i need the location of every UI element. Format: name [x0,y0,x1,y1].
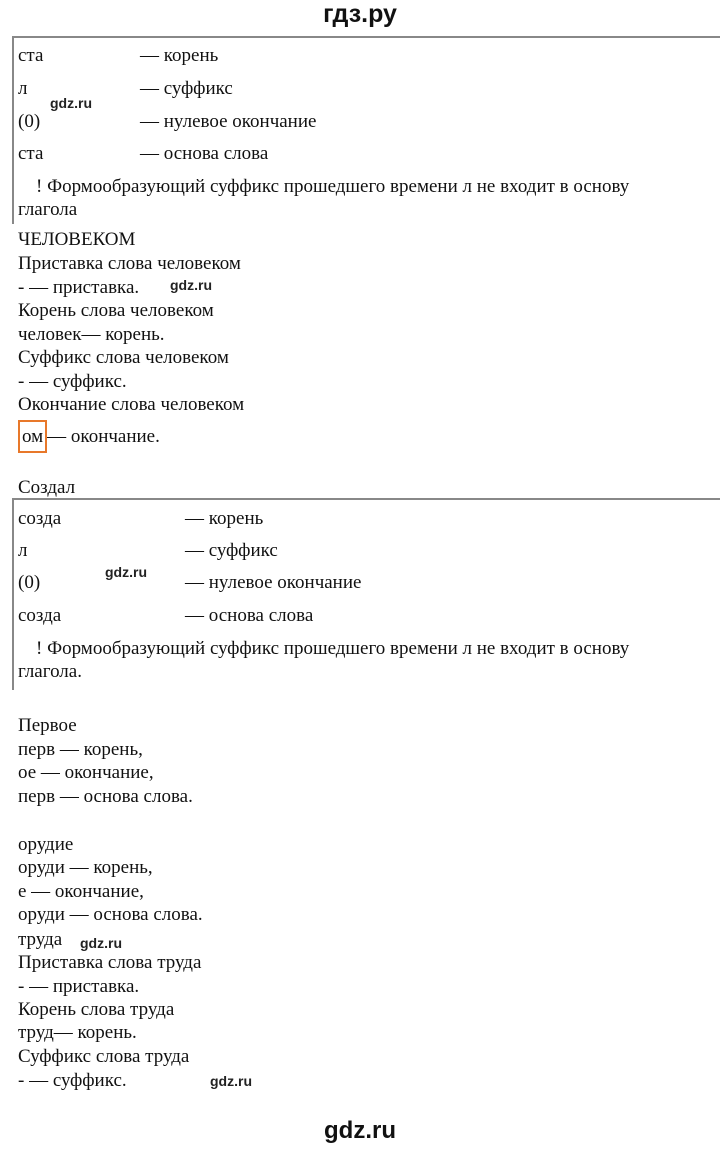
watermark: gdz.ru [80,935,122,951]
watermark: gdz.ru [50,95,92,111]
text-line: труда [18,929,63,950]
morpheme-part: (0) [18,111,41,132]
ending-label: — окончание. [47,426,160,447]
text-line: - — суффикс. [18,371,127,392]
note: ! Формообразующий суффикс прошедшего времени л не входит в основу [36,638,630,659]
site-footer: gdz.ru [324,1117,396,1144]
ending-line [22,426,160,448]
text-line: - — приставка. [18,976,140,997]
watermark: gdz.ru [210,1073,252,1089]
note: глагола [18,199,78,220]
morpheme-part: ста [18,143,44,164]
text-line: Суффикс слова человеком [18,347,229,368]
morpheme-role: — корень [140,45,219,66]
text-line: Корень слова труда [18,999,175,1020]
text-line: Окончание слова человеком [18,394,245,415]
text-line: е — окончание, [18,881,144,902]
morpheme-part: созда [18,605,62,626]
watermark: gdz.ru [170,277,212,293]
text-line: - — приставка. [18,277,140,298]
word-title: Создал [18,477,76,498]
text-line: труд— корень. [18,1022,137,1043]
site-header: гдз.ру [323,0,397,28]
morpheme-role: — нулевое окончание [140,111,317,132]
note: глагола. [18,661,82,682]
morpheme-role: — суффикс [185,540,278,561]
highlighted-ending: ом [18,420,47,453]
morpheme-part: созда [18,508,62,529]
text-line: ое — окончание, [18,762,154,783]
text-line: Приставка слова человеком [18,253,241,274]
morpheme-part: (0) [18,572,41,593]
morpheme-role: — суффикс [140,78,233,99]
text-line: Первое [18,715,77,736]
word-title: ЧЕЛОВЕКОМ [18,229,136,250]
text-line: орудие [18,834,74,855]
morpheme-part: ста [18,45,44,66]
text-line: перв — корень, [18,739,143,760]
morpheme-table-2 [12,498,720,690]
text-line: оруди — основа слова. [18,904,203,925]
morpheme-role: — основа слова [185,605,314,626]
text-line: Суффикс слова труда [18,1046,190,1067]
watermark: gdz.ru [105,564,147,580]
text-line: человек— корень. [18,324,165,345]
text-line: перв — основа слова. [18,786,193,807]
morpheme-part: л [18,78,28,99]
text-line: - — суффикс. [18,1070,127,1091]
morpheme-role: — основа слова [140,143,269,164]
text-line: Корень слова человеком [18,300,214,321]
note: ! Формообразующий суффикс прошедшего времени л не входит в основу [36,176,630,197]
text-line: оруди — корень, [18,857,153,878]
text-line: Приставка слова труда [18,952,202,973]
morpheme-role: — нулевое окончание [185,572,362,593]
morpheme-part: л [18,540,28,561]
morpheme-role: — корень [185,508,264,529]
